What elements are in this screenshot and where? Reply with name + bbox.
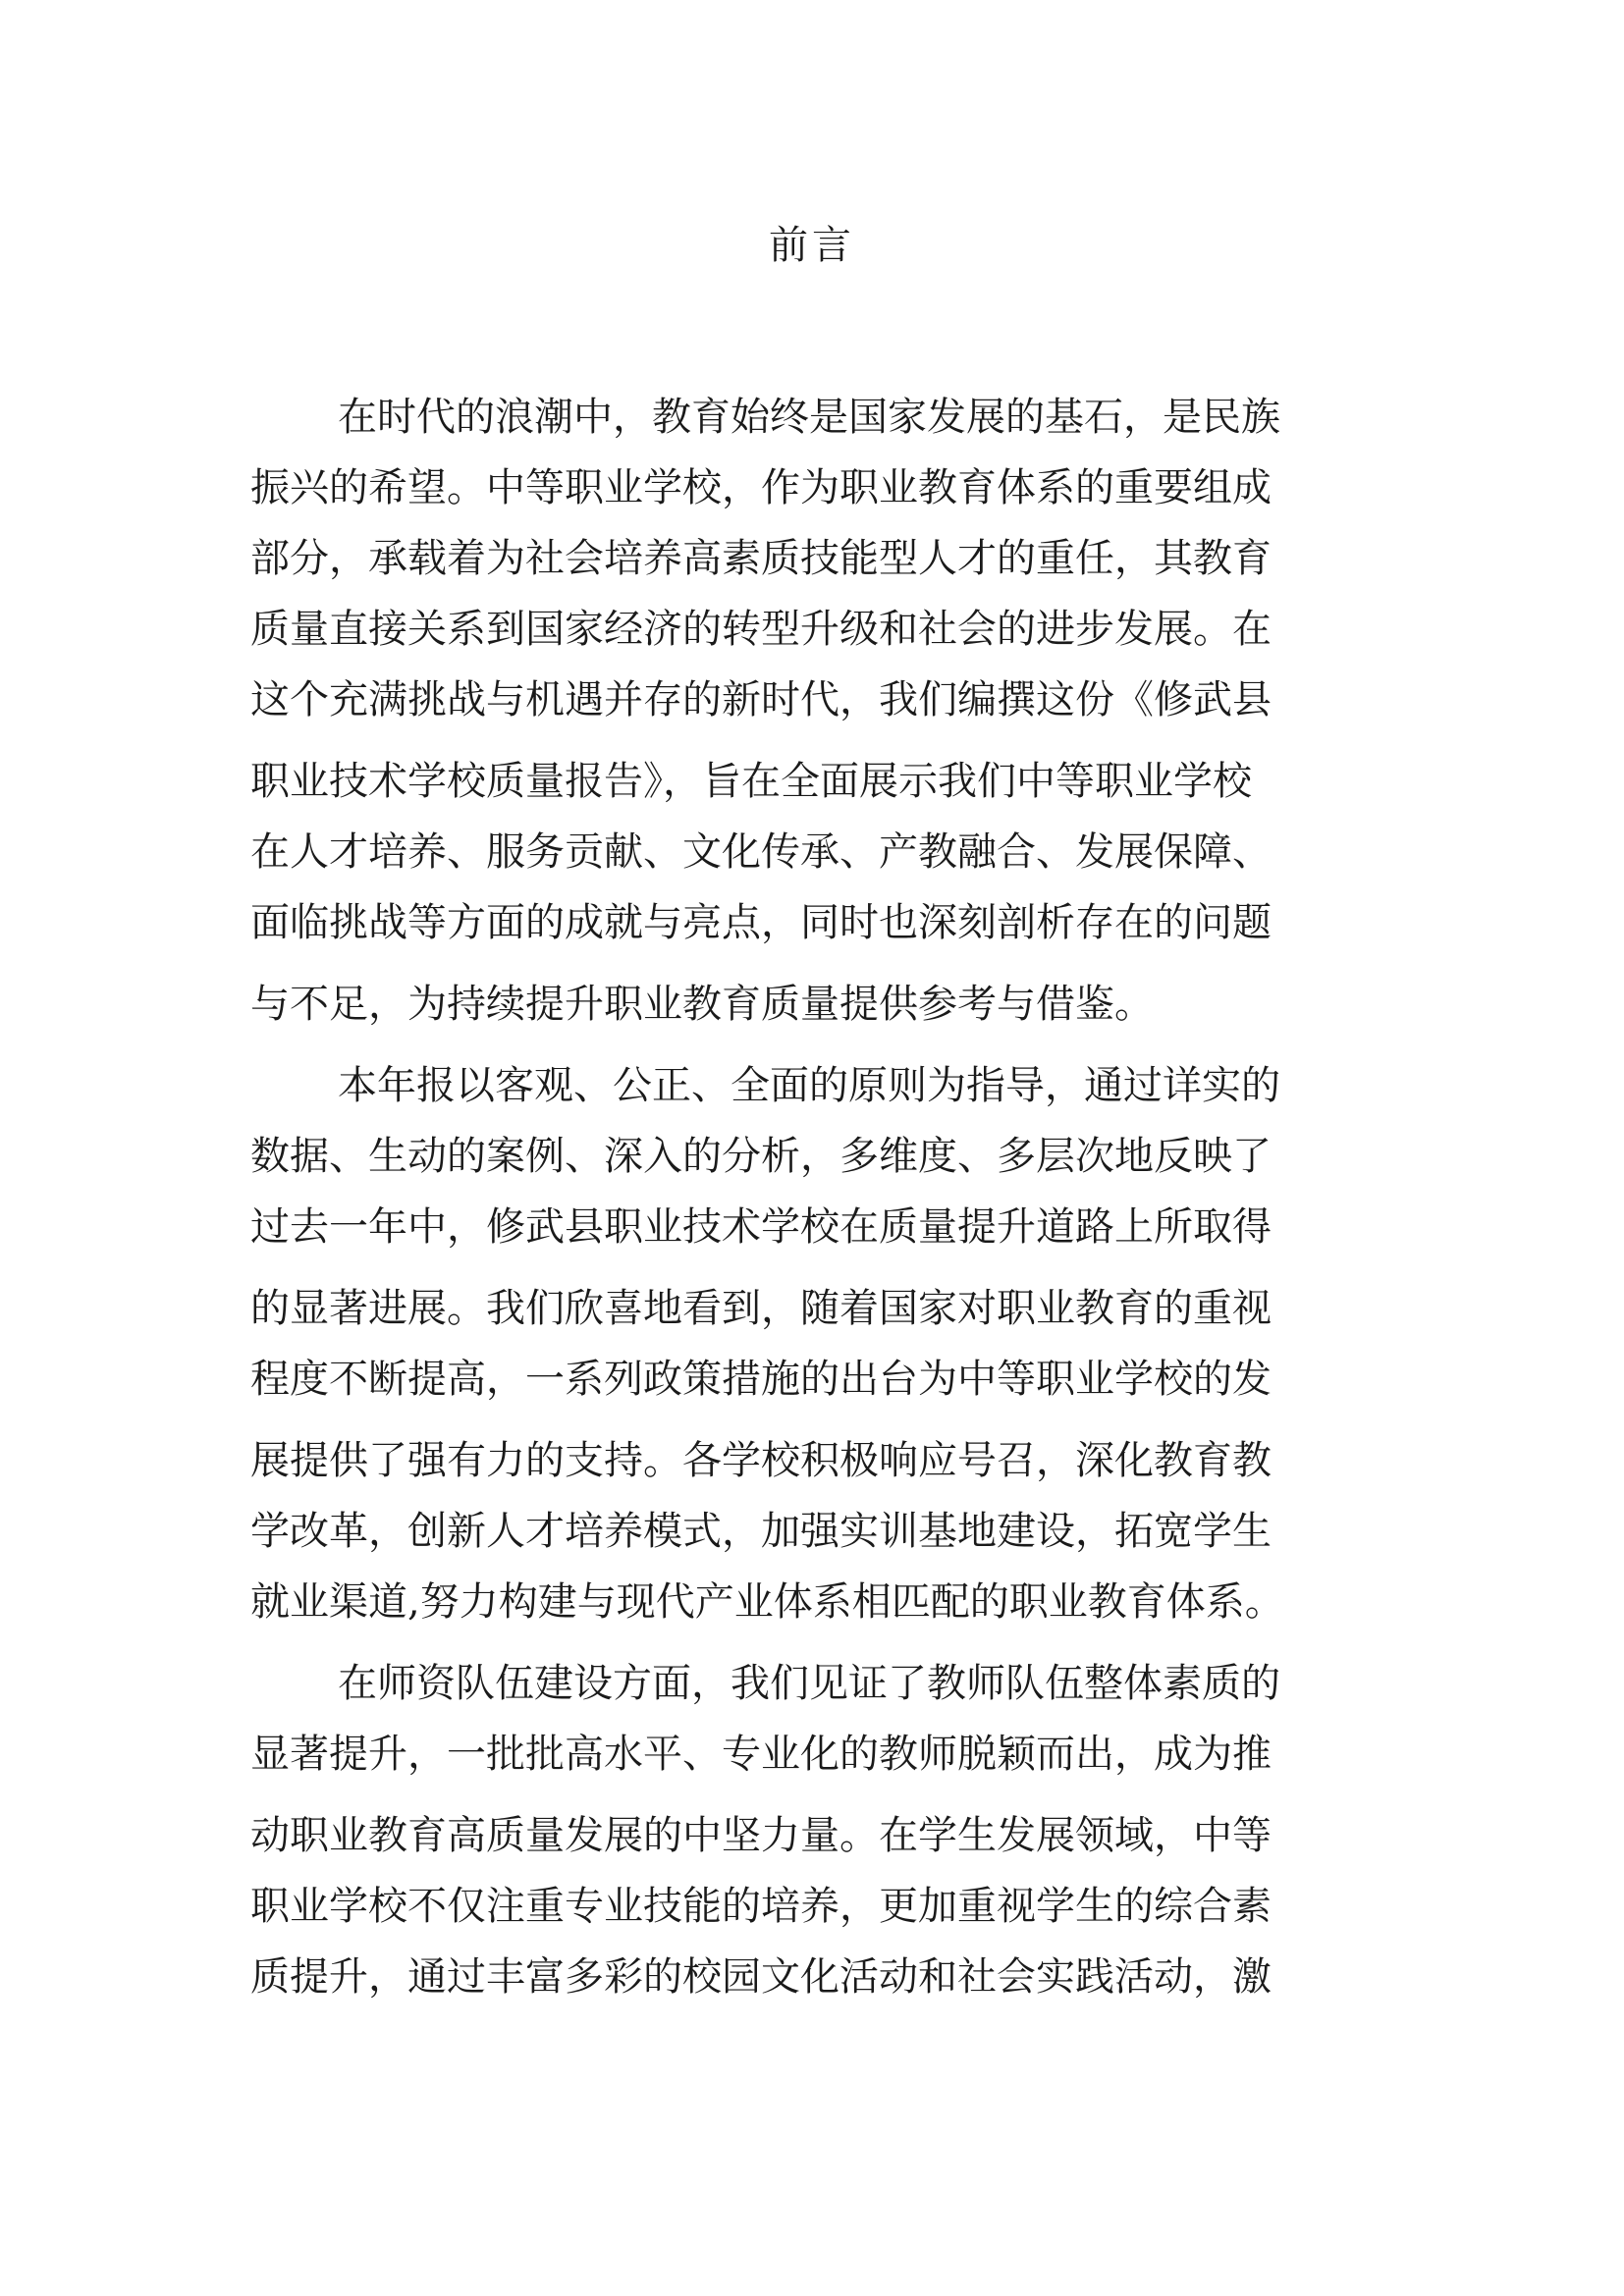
paragraph-line: 在时代的浪潮中，教育始终是国家发展的基石，是民族 <box>338 395 1280 440</box>
paragraph-line: 程度不断提高，一系列政策措施的出台为中等职业学校的发 <box>250 1357 1272 1402</box>
paragraph-line: 职业技术学校质量报告》，旨在全面展示我们中等职业学校 <box>250 759 1252 804</box>
paragraph-line: 面临挑战等方面的成就与亮点，同时也深刻剖析存在的问题 <box>250 900 1272 945</box>
paragraph-line: 与不足，为持续提升职业教育质量提供参考与借鉴。 <box>250 982 1154 1027</box>
paragraph-line: 质提升，通过丰富多彩的校园文化活动和社会实践活动，激 <box>250 1954 1272 2000</box>
paragraph-line: 动职业教育高质量发展的中坚力量。在学生发展领域，中等 <box>250 1813 1272 1858</box>
paragraph-line: 学改革，创新人才培养模式，加强实训基地建设，拓宽学生 <box>250 1509 1272 1554</box>
paragraph-line: 在人才培养、服务贡献、文化传承、产教融合、发展保障、 <box>250 829 1272 875</box>
paragraph-line: 显著提升，一批批高水平、专业化的教师脱颖而出，成为推 <box>250 1732 1272 1777</box>
paragraph-line: 质量直接关系到国家经济的转型升级和社会的进步发展。在 <box>250 607 1272 652</box>
paragraph-line: 展提供了强有力的支持。各学校积极响应号召，深化教育教 <box>250 1438 1272 1483</box>
paragraph-line: 就业渠道,努力构建与现代产业体系相匹配的职业教育体系。 <box>250 1579 1284 1625</box>
paragraph-line: 的显著进展。我们欣喜地看到，随着国家对职业教育的重视 <box>250 1286 1272 1331</box>
paragraph-line: 过去一年中，修武县职业技术学校在质量提升道路上所取得 <box>250 1204 1272 1250</box>
paragraph-line: 在师资队伍建设方面，我们见证了教师队伍整体素质的 <box>338 1661 1280 1706</box>
paragraph-line: 职业学校不仅注重专业技能的培养，更加重视学生的综合素 <box>250 1884 1272 1929</box>
paragraph-line: 振兴的希望。中等职业学校，作为职业教育体系的重要组成 <box>250 465 1272 510</box>
paragraph-line: 数据、生动的案例、深入的分析，多维度、多层次地反映了 <box>250 1134 1272 1179</box>
paragraph-line: 本年报以客观、公正、全面的原则为指导，通过详实的 <box>338 1063 1280 1108</box>
page-title: 前言 <box>769 223 855 268</box>
paragraph-line: 这个充满挑战与机遇并存的新时代，我们编撰这份《修武县 <box>250 677 1272 722</box>
paragraph-line: 部分，承载着为社会培养高素质技能型人才的重任，其教育 <box>250 536 1272 581</box>
